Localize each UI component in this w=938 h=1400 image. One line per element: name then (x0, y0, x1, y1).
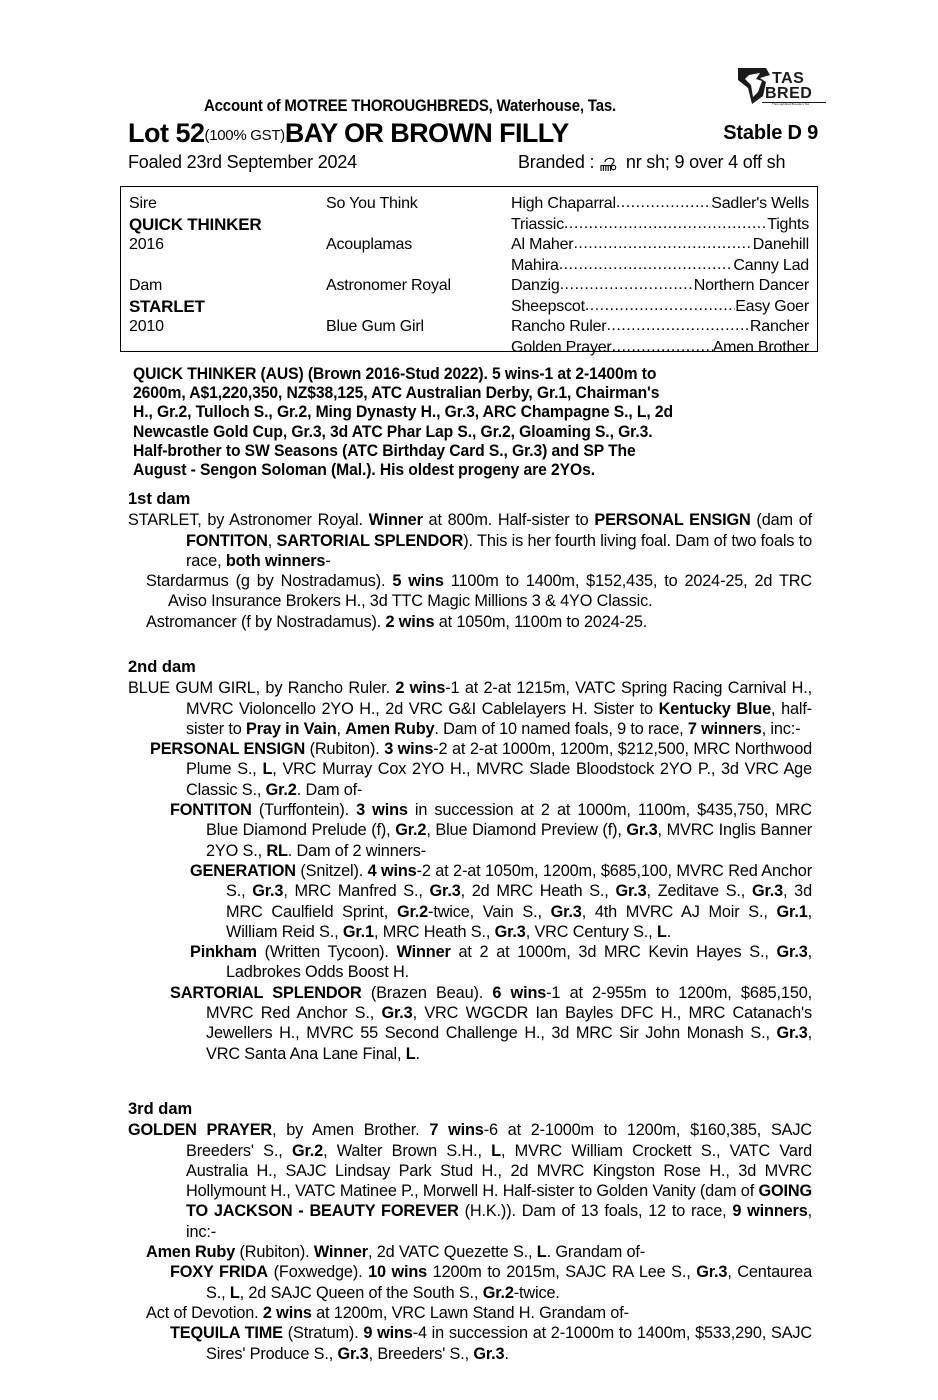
pedigree-entry: FONTITON (Turffontein). 3 wins in succession at 2 at 1000m, 1100m, $435,750, MRC Blue Diamond Prelude (f), Gr.2, Blue Diamond Preview (f), Gr.3, MVRC Inglis Banner 2YO S., RL. Dam of 2 winners- (170, 801, 812, 860)
branded-prefix: Branded : (518, 152, 595, 172)
pedigree-leader-row (511, 256, 809, 277)
branded-suffix: nr sh; 9 over 4 off sh (625, 152, 786, 172)
pedigree-ancestor-right: Northern Dancer (693, 277, 809, 294)
pedigree-ancestor-left: Triassic (511, 215, 564, 233)
page-title: BAY OR BROWN FILLY (284, 118, 569, 148)
dot-leader (585, 297, 735, 317)
foaled-row (128, 152, 818, 173)
second-dam-entries (128, 678, 812, 1064)
pedigree-ancestor-right: Sadler's Wells (711, 195, 809, 212)
sire-label: Sire (129, 195, 157, 212)
sire-summary-line: August - Sengon Soloman (Mal.). His oldest progeny are 2YOs. (133, 461, 596, 480)
stable-label: Stable D 9 (723, 122, 818, 144)
sire-year: 2016 (129, 236, 164, 253)
svg-text:BRED: BRED (765, 85, 813, 102)
pedigree-entry: FOXY FRIDA (Foxwedge). 10 wins 1200m to 2015m, SAJC RA Lee S., Gr.3, Centaurea S., L, 2d SAJC Queen of the South S., Gr.2-twice. (170, 1263, 812, 1302)
pedigree-entry: STARLET, by Astronomer Royal. Winner at 800m. Half-sister to PERSONAL ENSIGN (dam of FONTITON, SARTORIAL SPLENDOR). This is her fourth living foal. Dam of two foals to race, both winners- (128, 511, 813, 570)
pedigree-entry: GENERATION (Snitzel). 4 wins-2 at 2-at 1050m, 1200m, $685,100, MVRC Red Anchor S., Gr.3, MRC Manfred S., Gr.3, 2d MRC Heath S., Gr.3, Zeditave S., Gr.3, 3d MRC Caulfield Sprint, Gr.2-twice, Vain S., Gr.3, 4th MVRC AJ Moir S., Gr.1, William Reid S., Gr.1, MRC Heath S., Gr.3, VRC Century S., L. (190, 861, 812, 941)
third-dam-section (128, 1099, 812, 1364)
pedigree-leader-row (511, 297, 809, 318)
pedigree-leader-row (511, 215, 809, 236)
sire-sire: So You Think (326, 195, 418, 212)
pedigree-ancestor-right: Rancher (749, 318, 809, 335)
dam-dam: Blue Gum Girl (326, 318, 424, 335)
third-dam-entries (128, 1120, 812, 1364)
foaled-date: Foaled 23rd September 2024 (128, 152, 357, 172)
pedigree-ancestor-left: Mahira (511, 256, 559, 274)
pedigree-leader-row (511, 276, 809, 297)
sire-summary-paragraph (133, 365, 771, 480)
pedigree-entry: PERSONAL ENSIGN (Rubiton). 3 wins-2 at 2-at 1000m, 1200m, $212,500, MRC Northwood Plume S., L, VRC Murray Cox 2YO H., MVRC Slade Bloodstock 2YO P., 3d VRC Age Classic S., Gr.2. Dam of- (150, 740, 813, 799)
pedigree-ancestor-left: Sheepscot (511, 297, 585, 315)
pedigree-entry: Stardarmus (g by Nostradamus). 5 wins 1100m to 1400m, $152,435, to 2024-25, 2d TRC Aviso Insurance Brokers H., 3d TTC Magic Millions 3 & 4YO Classic. (146, 572, 812, 611)
sire-name: QUICK THINKER (129, 214, 262, 234)
spacer (326, 297, 506, 318)
dam-name: STARLET (129, 296, 205, 316)
pedigree-leader-row (511, 235, 809, 256)
spacer (326, 256, 506, 277)
pedigree-ancestor-left: Danzig (511, 277, 560, 294)
pedigree-table (120, 186, 818, 356)
svg-text:TAS: TAS (772, 70, 805, 87)
sire-dam: Acouplamas (326, 236, 413, 253)
dam-year: 2010 (129, 318, 164, 335)
svg-text:Thoroughbred Breeders Tas: Thoroughbred Breeders Tas (772, 102, 810, 106)
pedigree-column-3 (511, 194, 809, 358)
account-line: Account of MOTREE THOROUGHBREDS, Waterhouse, Tas. (204, 96, 616, 115)
dot-leader (616, 194, 711, 214)
dot-leader (606, 317, 749, 337)
sire-summary-line: Newcastle Gold Cup, Gr.3, 3d ATC Phar Lap S., Gr.2, Gloaming S., Gr.3. (133, 422, 653, 441)
dot-leader (559, 256, 734, 276)
pedigree-entry: Astromancer (f by Nostradamus). 2 wins at 1050m, 1100m to 2024-25. (146, 612, 648, 631)
gst-note: (100% GST) (204, 127, 285, 144)
pedigree-ancestor-left: Golden Prayer (511, 338, 612, 356)
pedigree-ancestor-right: Amen Brother (712, 338, 809, 356)
dot-leader (560, 276, 694, 296)
dam-sire: Astronomer Royal (326, 277, 451, 294)
dam-label: Dam (129, 277, 163, 294)
sire-summary-line: H., Gr.2, Tulloch S., Gr.2, Ming Dynasty H., Gr.3, ARC Champagne S., L, 2d (133, 403, 673, 422)
brand-mark-icon (599, 155, 621, 172)
pedigree-ancestor-right: Canny Lad (733, 256, 809, 274)
first-dam-entries (128, 510, 812, 632)
pedigree-entry: Amen Ruby (Rubiton). Winner, 2d VATC Quezette S., L. Grandam of- (146, 1243, 646, 1262)
pedigree-ancestor-left: Rancho Ruler (511, 318, 607, 335)
pedigree-ancestor-right: Danehill (752, 236, 809, 253)
pedigree-leader-row (511, 317, 809, 338)
branded-info (518, 152, 785, 173)
pedigree-ancestor-left: High Chaparral (511, 195, 616, 212)
pedigree-entry: TEQUILA TIME (Stratum). 9 wins-4 in succession at 2-1000m to 1400m, $533,290, SAJC Sires' Produce S., Gr.3, Breeders' S., Gr.3. (170, 1324, 812, 1363)
pedigree-entry: BLUE GUM GIRL, by Rancho Ruler. 2 wins-1 at 2-at 1215m, VATC Spring Racing Carnival H., MVRC Violoncello 2YO H., 2d VRC G&I Cablelayers H. Sister to Kentucky Blue, half-sister to Pray in Vain, Amen Ruby. Dam of 10 named foals, 9 to race, 7 winners, inc:- (128, 679, 813, 738)
lot-number: Lot 52 (128, 118, 205, 148)
lot-title-row (128, 118, 818, 150)
sire-summary-line: Half-brother to SW Seasons (ATC Birthday Card S., Gr.3) and SP The (133, 441, 636, 460)
pedigree-ancestor-right: Easy Goer (735, 297, 809, 315)
pedigree-leader-row (511, 194, 809, 215)
dot-leader (564, 215, 767, 235)
pedigree-entry: SARTORIAL SPLENDOR (Brazen Beau). 6 wins-1 at 2-955m to 1200m, $685,150, MVRC Red Anchor S., Gr.3, VRC WGCDR Ian Bayles DFC H., MRC Catanach's Jewellers H., MVRC 55 Second Challenge H., 3d MRC Sir John Monash S., Gr.3, VRC Santa Ana Lane Final, L. (170, 983, 812, 1063)
pedigree-ancestor-right: Tights (767, 215, 809, 233)
spacer (326, 215, 506, 236)
first-dam-heading: 1st dam (128, 490, 191, 508)
spacer (129, 256, 319, 277)
pedigree-entry: Pinkham (Written Tycoon). Winner at 2 at 1000m, 3d MRC Kevin Hayes S., Gr.3, Ladbrokes Odds Boost H. (190, 943, 812, 982)
pedigree-ancestor-left: Al Maher (511, 236, 574, 253)
pedigree-entry: Act of Devotion. 2 wins at 1200m, VRC Lawn Stand H. Grandam of- (146, 1303, 629, 1322)
dot-leader (612, 338, 713, 358)
third-dam-heading: 3rd dam (128, 1100, 193, 1118)
pedigree-leader-row (511, 338, 809, 359)
sire-summary-line: QUICK THINKER (AUS) (Brown 2016-Stud 2022). 5 wins-1 at 2-1400m to (133, 365, 657, 383)
second-dam-section (128, 657, 812, 1064)
dot-leader (573, 235, 752, 255)
sire-summary-line: 2600m, A$1,220,350, NZ$38,125, ATC Australian Derby, Gr.1, Chairman's (133, 384, 660, 403)
second-dam-heading: 2nd dam (128, 658, 196, 676)
pedigree-column-1 (129, 194, 319, 338)
pedigree-entry: GOLDEN PRAYER, by Amen Brother. 7 wins-6 at 2-1000m to 1200m, $160,385, SAJC Breeders' S., Gr.2, Walter Brown S.H., L, MVRC William Crockett S., VATC Vard Australia H., SAJC Lindsay Park Stud H., 2d MVRC Kingston Rose H., 3d MVRC Hollymount H., VATC Matinee P., Morwell H. Half-sister to Golden Vanity (dam of GOING TO JACKSON - BEAUTY FOREVER (H.K.)). Dam of 13 foals, 12 to race, 9 winners, inc:- (128, 1121, 812, 1241)
pedigree-column-2 (326, 194, 506, 338)
first-dam-section (128, 489, 812, 632)
